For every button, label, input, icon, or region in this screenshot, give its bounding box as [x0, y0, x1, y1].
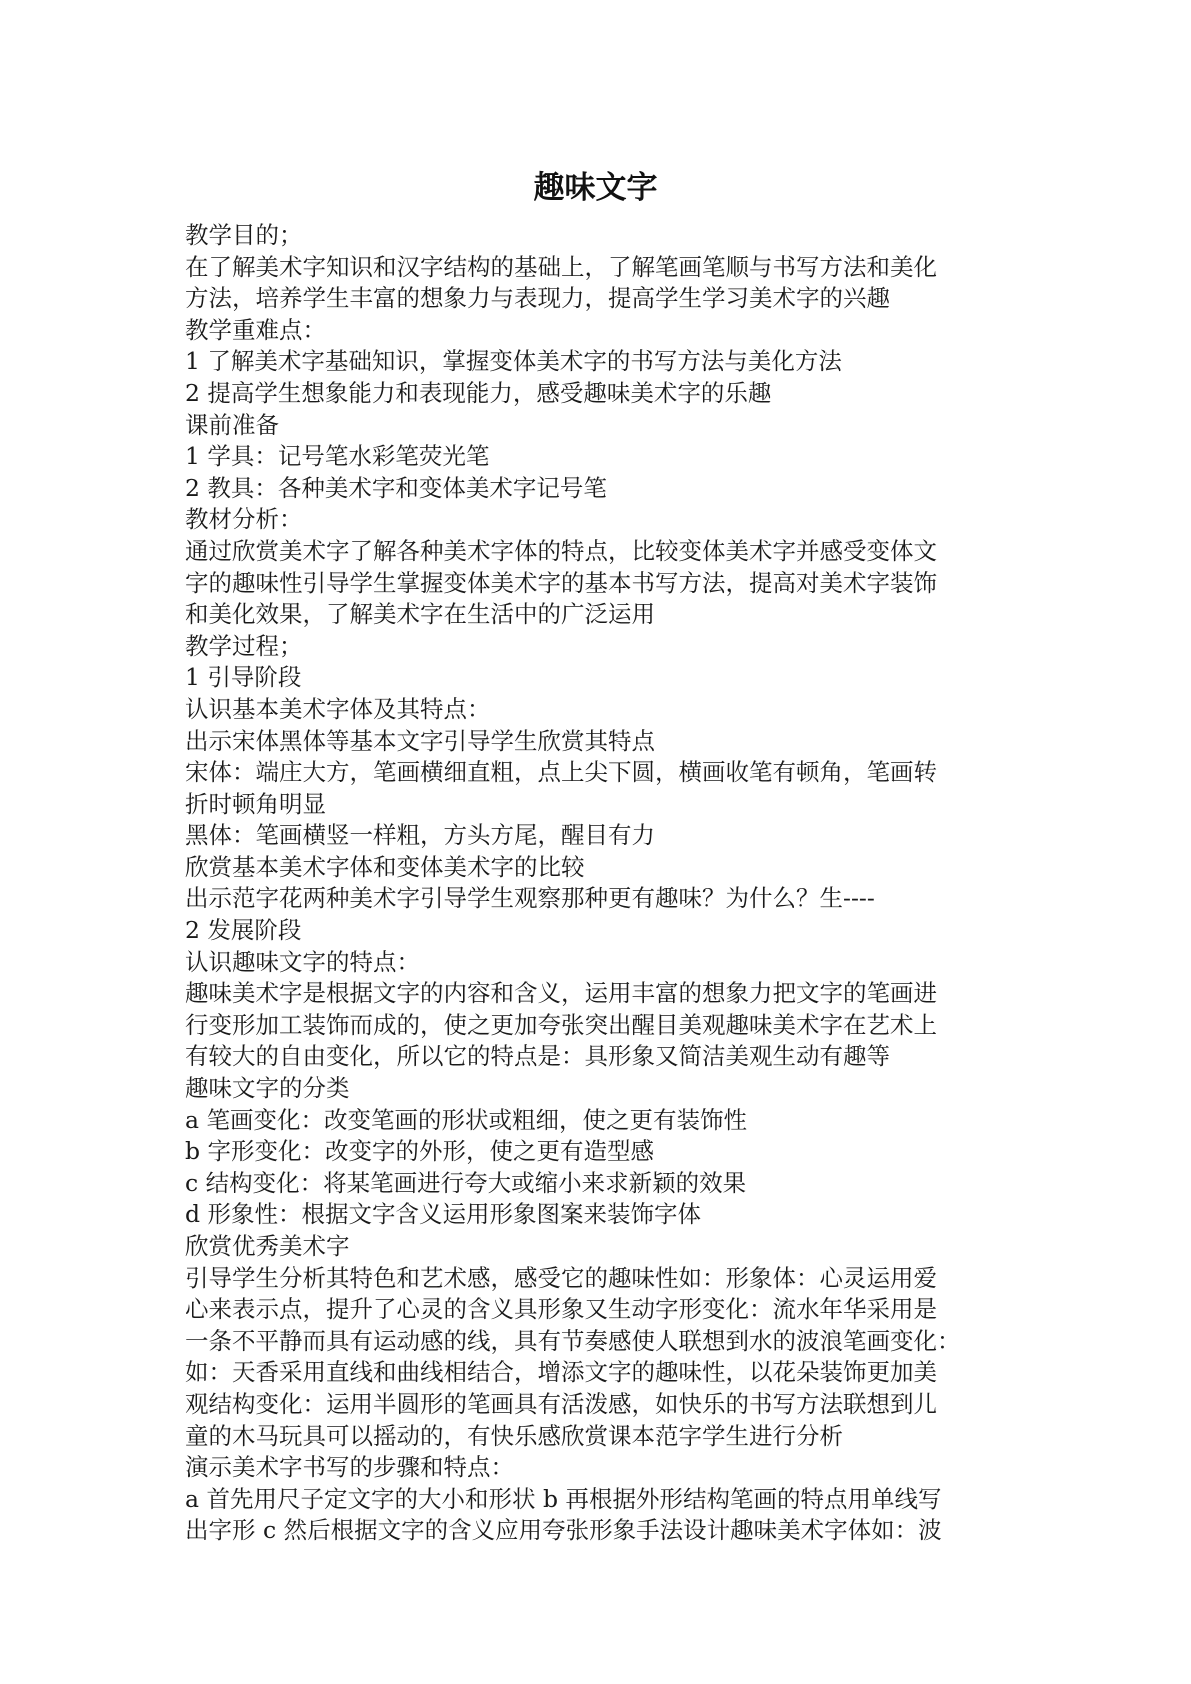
body-line: d 形象性：根据文字含义运用形象图案来装饰字体 — [185, 1200, 702, 1229]
body-line: 观结构变化：运用半圆形的笔画具有活泼感，如快乐的书写方法联想到儿 — [185, 1389, 937, 1418]
body-line: 2 提高学生想象能力和表现能力，感受趣味美术字的乐趣 — [185, 378, 772, 407]
body-line: 教学重难点： — [185, 315, 326, 344]
body-line: 一条不平静而具有运动感的线，具有节奏感使人联想到水的波浪笔画变化： — [185, 1326, 961, 1355]
body-line: 1 学具：记号笔水彩笔荧光笔 — [185, 442, 490, 471]
body-line: 宋体：端庄大方，笔画横细直粗，点上尖下圆，横画收笔有顿角，笔画转 — [185, 758, 937, 787]
body-line: 在了解美术字知识和汉字结构的基础上，了解笔画笔顺与书写方法和美化 — [185, 252, 937, 281]
body-line: 有较大的自由变化，所以它的特点是：具形象又简洁美观生动有趣等 — [185, 1042, 890, 1071]
body-line: 出示宋体黑体等基本文字引导学生欣赏其特点 — [185, 726, 655, 755]
body-line: 如：天香采用直线和曲线相结合，增添文字的趣味性，以花朵装饰更加美 — [185, 1358, 937, 1387]
body-line: 折时顿角明显 — [185, 789, 326, 818]
body-line: 演示美术字书写的步骤和特点： — [185, 1453, 514, 1482]
body-line: 欣赏优秀美术字 — [185, 1232, 350, 1260]
body-line: 出示范字花两种美术字引导学生观察那种更有趣味？为什么？生---- — [185, 884, 875, 913]
body-line: a 首先用尺子定文字的大小和形状 b 再根据外形结构笔画的特点用单线写 — [185, 1484, 942, 1513]
body-line: 引导学生分析其特色和艺术感，感受它的趣味性如：形象体：心灵运用爱 — [185, 1263, 937, 1292]
body-line: 课前准备 — [185, 410, 279, 439]
document-title: 趣味文字 — [533, 170, 658, 206]
body-line: 认识基本美术字体及其特点： — [185, 694, 491, 723]
body-line: 心来表示点，提升了心灵的含义具形象又生动字形变化：流水年华采用是 — [185, 1295, 937, 1324]
body-line: 童的木马玩具可以摇动的，有快乐感欣赏课本范字学生进行分析 — [185, 1421, 843, 1450]
body-line: 教材分析： — [185, 505, 303, 534]
body-line: 1 了解美术字基础知识，掌握变体美术字的书写方法与美化方法 — [185, 347, 842, 376]
body-line: 字的趣味性引导学生掌握变体美术字的基本书写方法，提高对美术字装饰 — [185, 568, 937, 597]
body-line: c 结构变化：将某笔画进行夸大或缩小来求新颖的效果 — [185, 1168, 747, 1197]
body-line: 2 发展阶段 — [185, 916, 302, 945]
body-line: 1 引导阶段 — [185, 663, 302, 692]
body-line: 和美化效果，了解美术字在生活中的广泛运用 — [185, 600, 655, 629]
body-line: b 字形变化：改变字的外形，使之更有造型感 — [185, 1137, 655, 1166]
body-line: 行变形加工装饰而成的，使之更加夸张突出醒目美观趣味美术字在艺术上 — [185, 1010, 937, 1039]
body-line: 2 教具：各种美术字和变体美术字记号笔 — [185, 473, 607, 502]
body-line: 欣赏基本美术字体和变体美术字的比较 — [185, 852, 585, 881]
body-line: 黑体：笔画横竖一样粗，方头方尾，醒目有力 — [185, 821, 655, 850]
body-line: 趣味美术字是根据文字的内容和含义，运用丰富的想象力把文字的笔画进 — [185, 979, 937, 1008]
body-line: 认识趣味文字的特点： — [185, 947, 420, 976]
body-line: 教学目的； — [185, 221, 303, 249]
body-line: a 笔画变化：改变笔画的形状或粗细，使之更有装饰性 — [185, 1105, 747, 1134]
body-line: 教学过程； — [185, 631, 303, 660]
body-line: 趣味文字的分类 — [185, 1074, 350, 1103]
body-line: 通过欣赏美术字了解各种美术字体的特点，比较变体美术字并感受变体文 — [185, 536, 937, 565]
body-line: 方法，培养学生丰富的想象力与表现力，提高学生学习美术字的兴趣 — [185, 284, 890, 313]
body-line: 出字形 c 然后根据文字的含义应用夸张形象手法设计趣味美术字体如：波 — [185, 1516, 942, 1545]
document-body — [185, 220, 1015, 1547]
